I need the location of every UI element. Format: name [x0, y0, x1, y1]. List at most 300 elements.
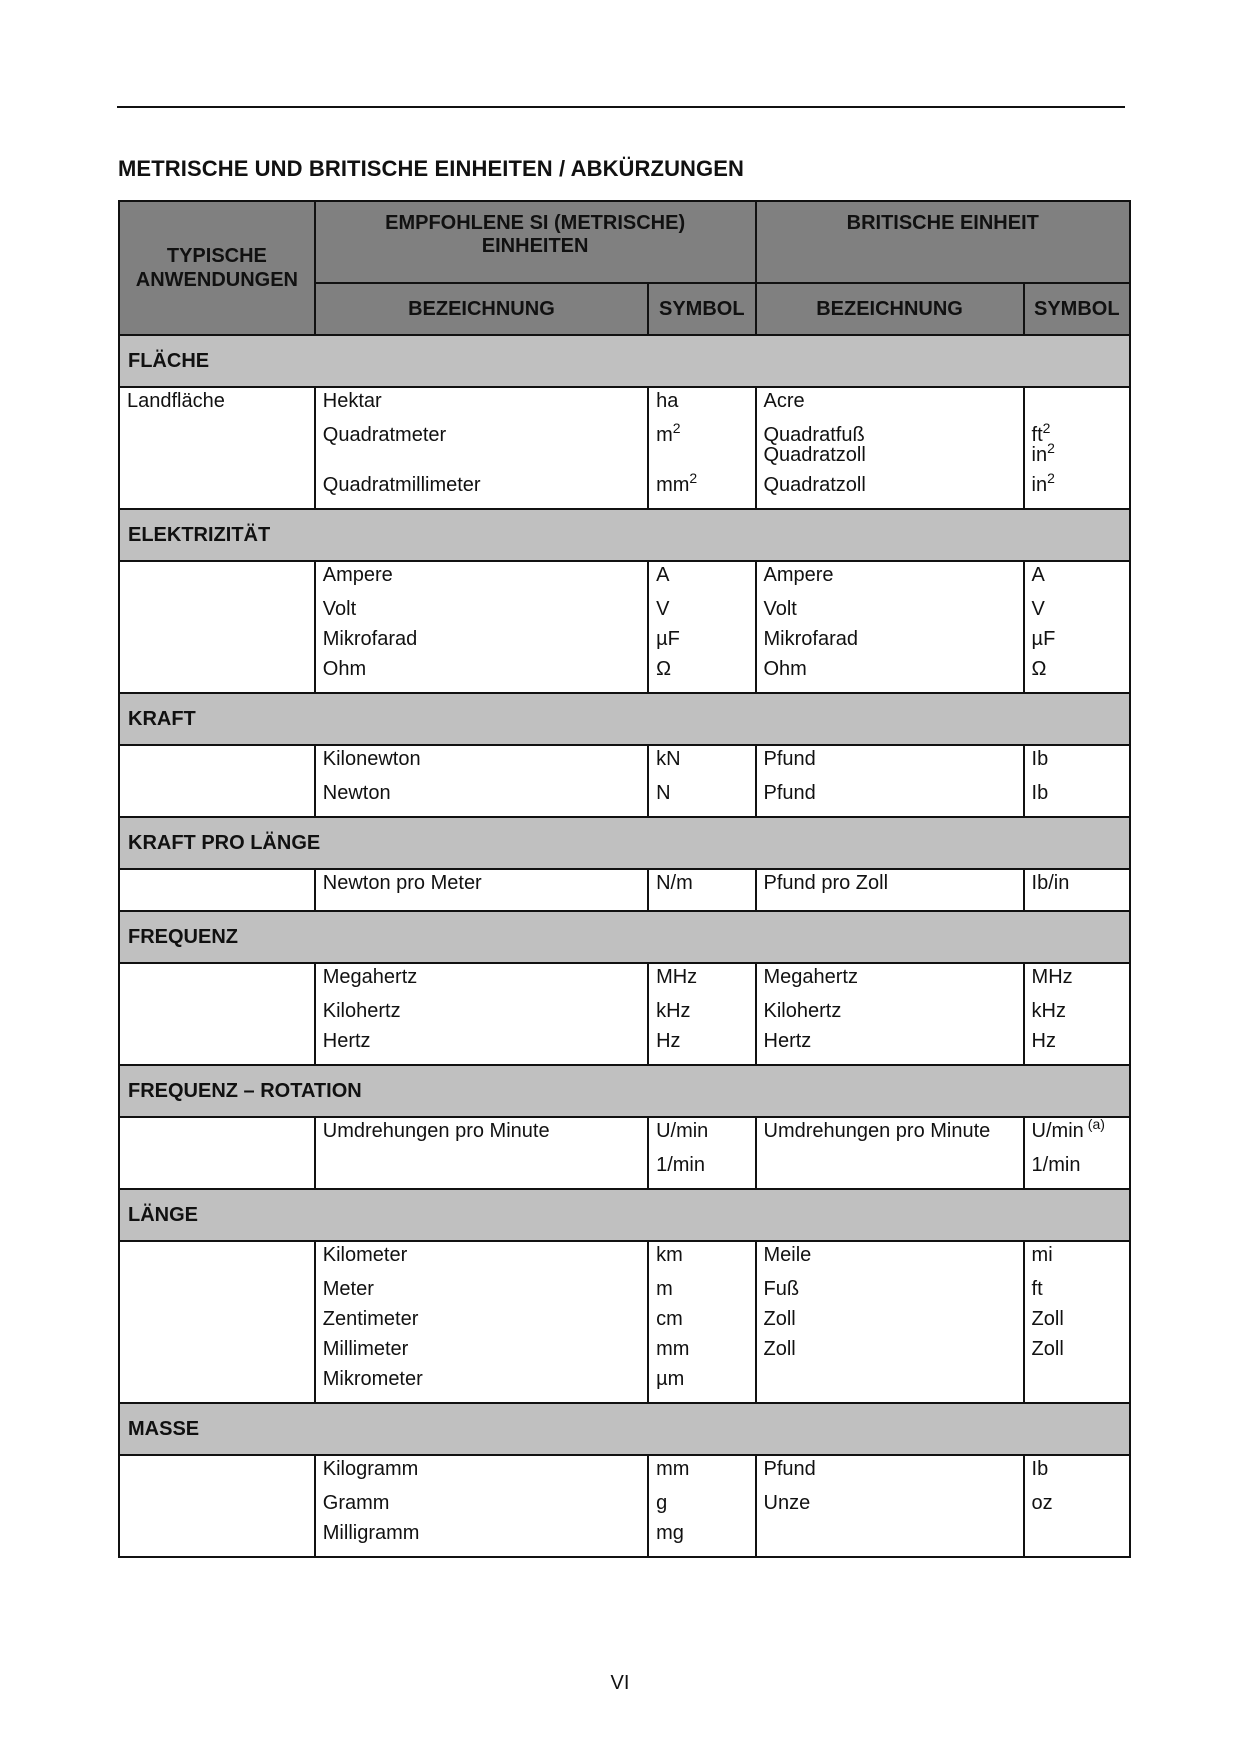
application-cell	[119, 782, 315, 817]
table-row	[119, 424, 1130, 444]
british-name-cell	[756, 1278, 1024, 1308]
unit-symbol	[1031, 470, 1055, 496]
cell-content: Ohm	[763, 658, 807, 680]
header-metric-group: EMPFOHLENE SI (METRISCHE) EINHEITEN	[315, 201, 756, 283]
metric-symbol-cell	[648, 1308, 755, 1338]
unit-symbol: µF	[1031, 628, 1056, 650]
table-row	[119, 1278, 1130, 1308]
cell-content	[1032, 1308, 1123, 1338]
cell-content	[656, 1492, 748, 1522]
cell-content: Zentimeter	[322, 1308, 419, 1330]
british-symbol-cell	[1024, 745, 1130, 782]
cell-content	[1032, 1242, 1123, 1278]
cell-content	[656, 470, 748, 508]
metric-symbol-cell	[648, 1000, 755, 1030]
section-row	[119, 1065, 1130, 1117]
british-name-cell	[756, 387, 1024, 424]
table-row	[119, 444, 1130, 474]
metric-name-cell	[315, 387, 648, 424]
cell-content	[1032, 870, 1123, 910]
british-symbol-cell	[1024, 1522, 1130, 1557]
metric-symbol-cell	[648, 1522, 755, 1557]
cell-content: Quadratmillimeter	[322, 474, 481, 496]
cell-content: Kilogramm	[322, 1458, 419, 1480]
cell-content	[127, 746, 308, 782]
cell-content: Milligramm	[322, 1522, 420, 1544]
unit-symbol: U/min	[1031, 1120, 1084, 1142]
british-name-cell	[756, 1492, 1024, 1522]
cell-content	[127, 1368, 308, 1402]
symbol-base: m	[656, 424, 673, 446]
page-number: VI	[610, 1672, 630, 1694]
cell-content	[1032, 964, 1123, 1000]
application-cell	[119, 658, 315, 693]
unit-symbol: kHz	[656, 1000, 691, 1022]
unit-symbol: mg	[656, 1522, 684, 1544]
cell-content: Pfund	[763, 1458, 816, 1480]
cell-content	[323, 444, 641, 474]
cell-content	[656, 562, 748, 598]
unit-symbol: MHz	[656, 966, 698, 988]
cell-content	[127, 562, 308, 598]
symbol-base: mm	[656, 474, 690, 496]
cell-content	[127, 870, 308, 910]
application-cell	[119, 1154, 315, 1189]
cell-content: Newton	[322, 782, 391, 804]
metric-symbol-cell	[648, 1278, 755, 1308]
cell-content: Kilohertz	[763, 1000, 842, 1022]
table-row	[119, 1241, 1130, 1278]
unit-symbol: mi	[1031, 1244, 1053, 1266]
british-name-cell	[756, 561, 1024, 598]
application-cell	[119, 561, 315, 598]
unit-symbol: A	[1031, 564, 1045, 586]
metric-symbol-cell	[648, 444, 755, 474]
metric-symbol-cell	[648, 1368, 755, 1403]
british-name-cell	[756, 1338, 1024, 1368]
unit-symbol: m	[656, 1278, 673, 1300]
metric-name-cell	[315, 424, 648, 444]
british-name-cell	[756, 1030, 1024, 1065]
cell-content: Quadratmeter	[322, 424, 447, 446]
unit-symbol: mm	[656, 1458, 690, 1480]
cell-content	[656, 1154, 748, 1188]
cell-content	[127, 1492, 308, 1522]
application-cell	[119, 424, 315, 444]
british-symbol-cell	[1024, 420, 1130, 446]
metric-symbol-cell	[648, 1241, 755, 1278]
section-heading: FLÄCHE	[119, 335, 1130, 387]
british-name-cell	[756, 1455, 1024, 1492]
cell-content: Pfund	[763, 782, 816, 804]
cell-content	[127, 1000, 308, 1030]
cell-content	[656, 388, 748, 424]
cell-content	[1031, 420, 1123, 446]
metric-name-cell	[315, 1117, 648, 1154]
cell-content	[656, 782, 748, 816]
cell-content: Megahertz	[322, 966, 418, 988]
cell-content	[1032, 1000, 1123, 1030]
unit-symbol: g	[656, 1492, 668, 1514]
cell-content: Fuß	[763, 1278, 800, 1300]
british-symbol-cell	[1024, 1154, 1130, 1189]
cell-content	[1032, 1368, 1123, 1402]
metric-symbol-cell	[648, 1030, 755, 1065]
british-name-cell	[756, 1368, 1024, 1403]
cell-content	[1032, 1492, 1123, 1522]
cell-content	[656, 1368, 748, 1402]
british-symbol-cell	[1024, 1000, 1130, 1030]
table-row	[119, 1154, 1130, 1189]
section-heading: LÄNGE	[119, 1189, 1130, 1241]
section-heading: KRAFT PRO LÄNGE	[119, 817, 1130, 869]
cell-content: Hertz	[322, 1030, 371, 1052]
metric-symbol-cell	[648, 782, 755, 817]
cell-content	[1032, 1338, 1123, 1368]
cell-content	[656, 598, 748, 628]
section-row	[119, 693, 1130, 745]
metric-symbol-cell	[648, 963, 755, 1000]
symbol-exponent: 2	[1047, 440, 1055, 456]
cell-content	[127, 444, 308, 474]
british-name-cell	[756, 1522, 1024, 1557]
unit-symbol: kN	[656, 748, 681, 770]
units-table	[118, 200, 1131, 1558]
british-symbol-cell	[1024, 1308, 1130, 1338]
british-symbol-cell	[1024, 387, 1130, 424]
application-cell	[119, 387, 315, 424]
metric-symbol-cell	[648, 1117, 755, 1154]
unit-symbol: Ib	[1031, 782, 1049, 804]
cell-content	[127, 782, 308, 816]
cell-content: Unze	[763, 1492, 811, 1514]
cell-content: Mikrofarad	[322, 628, 418, 650]
application-cell	[119, 963, 315, 1000]
cell-content	[127, 628, 308, 658]
metric-name-cell	[315, 561, 648, 598]
cell-content: Newton pro Meter	[322, 872, 482, 894]
british-name-cell	[756, 424, 1024, 444]
unit-symbol: kHz	[1031, 1000, 1066, 1022]
cell-content: Quadratfuß	[763, 424, 865, 446]
cell-content	[127, 1278, 308, 1308]
british-name-cell	[756, 1000, 1024, 1030]
unit-symbol	[656, 470, 698, 496]
metric-symbol-cell	[648, 745, 755, 782]
metric-symbol-cell	[648, 1455, 755, 1492]
unit-symbol: Ω	[656, 658, 672, 680]
metric-name-cell	[315, 1522, 648, 1557]
unit-symbol: Hz	[656, 1030, 681, 1052]
table-row	[119, 745, 1130, 782]
cell-content	[656, 1242, 748, 1278]
cell-content	[764, 1368, 1017, 1402]
metric-symbol-cell	[648, 420, 755, 446]
table-row	[119, 963, 1130, 1000]
cell-content	[656, 1338, 748, 1368]
symbol-exponent: 2	[1047, 470, 1055, 486]
header-symbol-british: SYMBOL	[1024, 283, 1130, 335]
table-row	[119, 1522, 1130, 1557]
cell-content: Landfläche	[127, 390, 225, 412]
cell-content	[764, 1154, 1017, 1188]
table-row	[119, 628, 1130, 658]
cell-content	[656, 420, 748, 446]
application-cell	[119, 1455, 315, 1492]
section-heading: KRAFT	[119, 693, 1130, 745]
unit-symbol: cm	[656, 1308, 683, 1330]
cell-content	[1032, 746, 1123, 782]
metric-name-cell	[315, 1030, 648, 1065]
cell-content: Volt	[763, 598, 797, 620]
unit-symbol: V	[1031, 598, 1045, 620]
table-row	[119, 1492, 1130, 1522]
symbol-base: in	[1031, 474, 1048, 496]
cell-content: Ohm	[322, 658, 367, 680]
british-symbol-cell	[1024, 782, 1130, 817]
cell-content: Meter	[322, 1278, 374, 1300]
section-row	[119, 911, 1130, 963]
application-cell	[119, 1117, 315, 1154]
british-symbol-cell	[1024, 1030, 1130, 1065]
cell-content	[656, 1456, 748, 1492]
unit-symbol: oz	[1031, 1492, 1053, 1514]
british-symbol-cell	[1024, 1492, 1130, 1522]
cell-content	[1031, 470, 1123, 508]
cell-content: Millimeter	[322, 1338, 409, 1360]
cell-content	[656, 1278, 748, 1308]
cell-content: Mikrofarad	[763, 628, 858, 650]
british-symbol-cell	[1024, 1338, 1130, 1368]
cell-content	[127, 1522, 308, 1556]
metric-name-cell	[315, 1241, 648, 1278]
cell-content	[1032, 1154, 1123, 1188]
metric-name-cell	[315, 1455, 648, 1492]
british-symbol-cell	[1024, 1278, 1130, 1308]
cell-content	[127, 1154, 308, 1188]
section-row	[119, 509, 1130, 561]
cell-content: Kilometer	[322, 1244, 408, 1266]
metric-symbol-cell	[648, 628, 755, 658]
cell-content: Ampere	[322, 564, 393, 586]
cell-content: Umdrehungen pro Minute	[322, 1120, 550, 1142]
section-heading: MASSE	[119, 1403, 1130, 1455]
british-name-cell	[756, 658, 1024, 693]
unit-symbol: Zoll	[1031, 1308, 1064, 1330]
metric-symbol-cell	[648, 658, 755, 693]
cell-content	[1032, 1030, 1123, 1064]
document-title: METRISCHE UND BRITISCHE EINHEITEN / ABKÜRZUNGEN	[118, 156, 745, 181]
unit-symbol: Ib/in	[1031, 872, 1070, 894]
unit-symbol	[656, 420, 681, 446]
cell-content	[1031, 440, 1123, 474]
british-symbol-cell	[1024, 1455, 1130, 1492]
table-row	[119, 1000, 1130, 1030]
metric-name-cell	[315, 1308, 648, 1338]
cell-content	[656, 628, 748, 658]
british-symbol-cell	[1024, 963, 1130, 1000]
cell-content: Quadratzoll	[763, 474, 866, 496]
cell-content: Hektar	[322, 390, 382, 412]
table-row	[119, 1455, 1130, 1492]
cell-content	[127, 1308, 308, 1338]
application-cell	[119, 1338, 315, 1368]
cell-content: Acre	[763, 390, 805, 412]
cell-content	[764, 1522, 1017, 1556]
table-row	[119, 474, 1130, 509]
cell-content	[656, 746, 748, 782]
cell-content	[656, 964, 748, 1000]
table-row	[119, 1030, 1130, 1065]
british-symbol-cell	[1024, 440, 1130, 474]
british-name-cell	[756, 782, 1024, 817]
british-name-cell	[756, 1154, 1024, 1189]
section-row	[119, 335, 1130, 387]
symbol-exponent: 2	[689, 470, 698, 486]
cell-content	[127, 1338, 308, 1368]
application-cell	[119, 1278, 315, 1308]
unit-symbol: MHz	[1031, 966, 1073, 988]
symbol-base: ft	[1031, 424, 1043, 446]
metric-name-cell	[315, 444, 648, 474]
cell-content: Volt	[322, 598, 357, 620]
cell-content	[1032, 628, 1123, 658]
british-symbol-cell	[1024, 1368, 1130, 1403]
metric-name-cell	[315, 1492, 648, 1522]
british-name-cell	[756, 1308, 1024, 1338]
application-cell	[119, 1492, 315, 1522]
cell-content	[127, 1242, 308, 1278]
application-cell	[119, 444, 315, 474]
unit-symbol: Ib	[1031, 1458, 1049, 1480]
british-symbol-cell	[1024, 561, 1130, 598]
table-row	[119, 598, 1130, 628]
footnote-marker: (a)	[1087, 1116, 1105, 1132]
cell-content	[656, 658, 748, 692]
cell-content: Kilonewton	[322, 748, 421, 770]
cell-content: Meile	[763, 1244, 812, 1266]
cell-content	[656, 1000, 748, 1030]
metric-name-cell	[315, 1278, 648, 1308]
unit-symbol: µF	[656, 628, 680, 650]
table-row	[119, 869, 1130, 911]
british-name-cell	[756, 474, 1024, 509]
cell-content: Pfund	[763, 748, 816, 770]
cell-content	[656, 1118, 748, 1154]
table-row	[119, 658, 1130, 693]
symbol-base: in	[1031, 444, 1048, 466]
section-row	[119, 1189, 1130, 1241]
header-bezeichnung-british: BEZEICHNUNG	[756, 283, 1024, 335]
metric-name-cell	[315, 745, 648, 782]
section-row	[119, 1403, 1130, 1455]
cell-content	[127, 1456, 308, 1492]
cell-content	[127, 474, 308, 508]
british-symbol-cell	[1024, 869, 1130, 911]
cell-content	[1032, 782, 1123, 816]
cell-content	[1032, 1522, 1123, 1556]
table-row	[119, 561, 1130, 598]
header-bezeichnung-metric: BEZEICHNUNG	[315, 283, 648, 335]
cell-content	[1032, 598, 1123, 628]
application-cell	[119, 474, 315, 509]
cell-content: Hertz	[763, 1030, 812, 1052]
unit-symbol: Ib	[1031, 748, 1049, 770]
table-row	[119, 1368, 1130, 1403]
metric-name-cell	[315, 598, 648, 628]
table-row	[119, 387, 1130, 424]
cell-content	[1032, 388, 1123, 424]
metric-name-cell	[315, 1154, 648, 1189]
british-name-cell	[756, 1241, 1024, 1278]
unit-symbol: U/min	[656, 1120, 709, 1142]
unit-symbol	[1031, 440, 1055, 466]
metric-name-cell	[315, 869, 648, 911]
section-heading: FREQUENZ – ROTATION	[119, 1065, 1130, 1117]
unit-symbol: V	[656, 598, 670, 620]
cell-content	[127, 1118, 308, 1154]
unit-symbol: km	[656, 1244, 683, 1266]
metric-symbol-cell	[648, 1338, 755, 1368]
application-cell	[119, 1308, 315, 1338]
unit-symbol: 1/min	[656, 1154, 705, 1176]
unit-symbol: mm	[656, 1338, 690, 1360]
table-row	[119, 1117, 1130, 1154]
metric-name-cell	[315, 782, 648, 817]
british-name-cell	[756, 444, 1024, 474]
cell-content: Quadratzoll	[763, 444, 866, 466]
section-row	[119, 817, 1130, 869]
british-name-cell	[756, 628, 1024, 658]
cell-content: Zoll	[763, 1338, 796, 1360]
british-symbol-cell	[1024, 628, 1130, 658]
british-name-cell	[756, 745, 1024, 782]
unit-symbol: µm	[656, 1368, 685, 1390]
table-row	[119, 1338, 1130, 1368]
cell-content	[1032, 1456, 1123, 1492]
application-cell	[119, 1000, 315, 1030]
table-body	[119, 335, 1130, 1557]
header-symbol-metric: SYMBOL	[648, 283, 755, 335]
application-cell	[119, 1522, 315, 1557]
section-heading: FREQUENZ	[119, 911, 1130, 963]
british-name-cell	[756, 869, 1024, 911]
unit-symbol: N	[656, 782, 671, 804]
cell-content: Megahertz	[763, 966, 858, 988]
cell-content	[127, 424, 308, 444]
metric-symbol-cell	[648, 1154, 755, 1189]
cell-content	[1032, 1118, 1123, 1154]
table-row	[119, 1308, 1130, 1338]
table-row	[119, 782, 1130, 817]
top-rule	[117, 106, 1125, 108]
cell-content	[1032, 658, 1123, 692]
cell-content: Pfund pro Zoll	[763, 872, 889, 894]
metric-name-cell	[315, 1338, 648, 1368]
application-cell	[119, 598, 315, 628]
cell-content	[127, 964, 308, 1000]
cell-content: Mikrometer	[322, 1368, 423, 1390]
metric-name-cell	[315, 628, 648, 658]
cell-content: Ampere	[763, 564, 834, 586]
unit-symbol: A	[656, 564, 670, 586]
application-cell	[119, 1030, 315, 1065]
unit-symbol: ft	[1031, 1278, 1043, 1300]
unit-symbol: Ω	[1031, 658, 1047, 680]
cell-content	[1032, 1278, 1123, 1308]
metric-name-cell	[315, 1000, 648, 1030]
cell-content: Kilohertz	[322, 1000, 401, 1022]
